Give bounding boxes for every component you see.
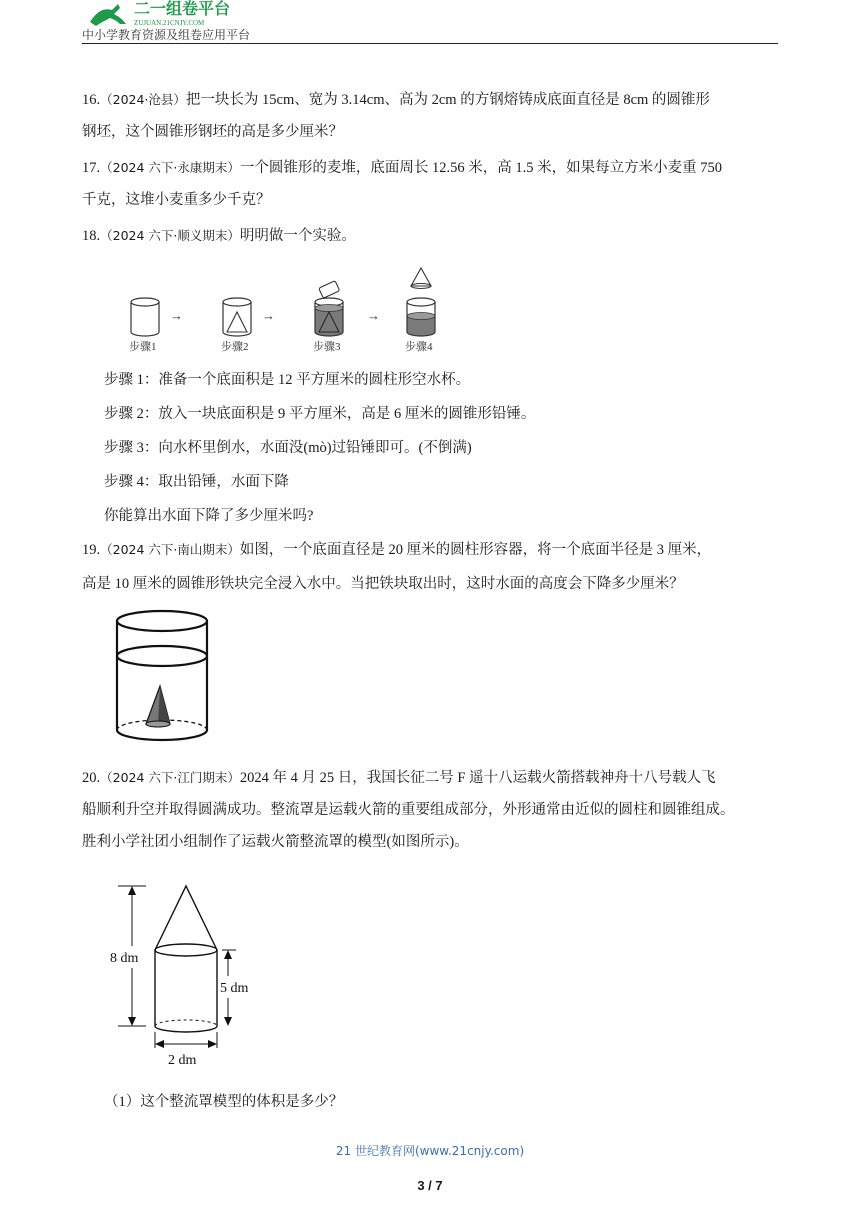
diameter-label: 2 dm (168, 1053, 197, 1068)
subquestion-1: （1）这个整流罩模型的体积是多少？ (104, 1094, 344, 1110)
step4-label: 步骤4 (405, 341, 433, 353)
footer-link[interactable]: 21 世纪教育网(www.21cnjy.com) (335, 1144, 525, 1158)
step2-cup-with-cone (223, 298, 251, 336)
question-source: （2024 六下·永康期末） (100, 160, 240, 175)
experiment-steps-figure (115, 258, 455, 361)
question-source: （2024 六下·顺义期末） (100, 228, 240, 243)
fairing-model-figure (106, 876, 286, 1077)
runner-logo-icon (82, 0, 272, 28)
arrow-icon: → (170, 308, 183, 323)
question-number: 19. (82, 542, 101, 558)
step3-pour-water (315, 281, 343, 336)
question-16-line-1 (82, 90, 710, 110)
arrow-icon: → (262, 308, 275, 323)
question-source: （2024 六下·江门期末） (100, 770, 240, 785)
question-20-line-2: 船顺利升空并取得圆满成功。整流罩是运载火箭的重要组成部分，外形通常由近似的圆柱和圆锥组成。 (82, 802, 735, 818)
question-number: 16. (82, 92, 101, 108)
step-1-text: 步骤 1：准备一个底面积是 12 平方厘米的圆柱形空水杯。 (104, 372, 471, 388)
step1-label: 步骤1 (129, 341, 157, 353)
question-17-line-1 (82, 158, 722, 178)
question-20-line-3: 胜利小学社团小组制作了运载火箭整流罩的模型(如图所示)。 (82, 834, 469, 850)
step-2-text: 步骤 2：放入一块底面积是 9 平方厘米，高是 6 厘米的圆锥形铅锤。 (104, 406, 536, 422)
question-text: 把一块长为 15cm、宽为 3.14cm、高为 2cm 的方钢熔铸成底面直径是 8cm 的圆锥形 (185, 92, 710, 108)
question-19-line-1 (82, 540, 711, 560)
step-3-text: 步骤 3：向水杯里倒水，水面没(mò)过铅锤即可。(不倒满) (104, 440, 472, 456)
question-text: 2024 年 4 月 25 日，我国长征二号 F 遥十八运载火箭搭载神舟十八号载人飞 (239, 770, 716, 786)
question-number: 20. (82, 770, 101, 786)
step2-label: 步骤2 (221, 341, 249, 353)
question-source: （2024·沧县） (100, 92, 186, 107)
header-logo (82, 0, 272, 28)
question-16-line-2: 钢坯，这个圆锥形钢坯的高是多少厘米？ (82, 124, 343, 140)
logo-text: 二一组卷平台 (134, 1, 231, 18)
arrow-icon: → (367, 308, 380, 323)
water-surface (117, 646, 207, 666)
logo-url-text: ZUJUAN.21CNJY.COM (134, 19, 205, 27)
height-total-label: 8 dm (110, 951, 139, 966)
header-divider (82, 43, 778, 44)
header-subtitle: 中小学教育资源及组卷应用平台 (82, 28, 251, 42)
page-number: 3 / 7 (417, 1178, 443, 1193)
question-text: 如图，一个底面直径是 20 厘米的圆柱形容器，将一个底面半径是 3 厘米， (239, 542, 712, 558)
question-19-line-2: 高是 10 厘米的圆锥形铁块完全浸入水中。当把铁块取出时，这时水面的高度会下降多少厘米？ (82, 576, 684, 592)
step3-label: 步骤3 (313, 341, 341, 353)
question-18-prompt: 你能算出水面下降了多少厘米吗? (104, 508, 314, 524)
cylinder-with-cone-figure (108, 606, 218, 753)
question-18-line-1 (82, 226, 356, 246)
question-17-line-2: 千克，这堆小麦重多少千克？ (82, 192, 271, 208)
question-source: （2024 六下·南山期末） (100, 542, 240, 557)
step4-cone-removed (407, 268, 435, 336)
question-number: 18. (82, 228, 101, 244)
question-text: 明明做一个实验。 (239, 228, 356, 244)
question-number: 17. (82, 160, 101, 176)
question-20-line-1 (82, 768, 716, 788)
question-text: 一个圆锥形的麦堆，底面周长 12.56 米，高 1.5 米，如果每立方米小麦重 750 (239, 160, 723, 176)
step-4-text: 步骤 4：取出铅锤，水面下降 (104, 474, 289, 490)
step1-empty-cup (131, 298, 159, 336)
cylinder-height-label: 5 dm (220, 981, 249, 996)
